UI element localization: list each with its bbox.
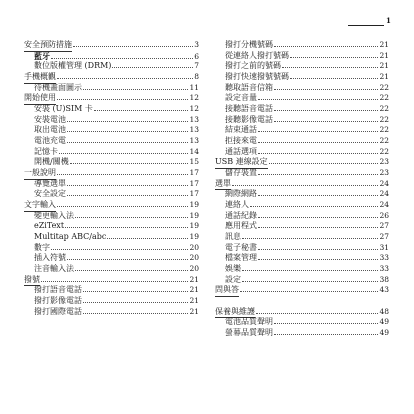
- toc-entry-page-number: 17: [189, 189, 199, 199]
- toc-entry[interactable]: [215, 136, 389, 147]
- toc-entry-title: 聽取語音信箱: [225, 82, 273, 92]
- toc-dot-leader: [240, 291, 378, 292]
- toc-entry[interactable]: [215, 40, 389, 51]
- toc-entry-title: 通話選項: [225, 146, 257, 156]
- toc-entry-title: 撥打之前的號碼: [225, 61, 281, 71]
- toc-entry-title: 撥打國際電話: [34, 306, 82, 316]
- toc-entry-page-number: 27: [379, 232, 389, 242]
- toc-entry[interactable]: [215, 232, 389, 243]
- toc-entry-title: 電池充電: [34, 136, 66, 146]
- toc-dot-leader: [274, 46, 378, 47]
- toc-dot-leader: [232, 185, 378, 186]
- toc-entry[interactable]: [215, 104, 389, 115]
- toc-dot-leader: [67, 259, 188, 260]
- toc-entry-page-number: 21: [189, 296, 199, 306]
- toc-dot-leader: [290, 57, 378, 58]
- toc-entry-title: 數位版權管理 (DRM): [34, 61, 112, 71]
- toc-entry-title: 電池品質聲明: [225, 317, 273, 327]
- toc-entry[interactable]: [24, 243, 199, 254]
- toc-dot-leader: [83, 291, 188, 292]
- toc-entry[interactable]: [24, 264, 199, 275]
- toc-entry[interactable]: [215, 264, 389, 275]
- toc-entry-title: 注音輸入法: [34, 264, 74, 274]
- toc-dot-leader: [258, 217, 378, 218]
- toc-entry-page-number: 19: [189, 200, 199, 210]
- toc-dot-leader: [107, 238, 188, 239]
- toc-dot-leader: [51, 249, 188, 250]
- toc-dot-leader: [70, 163, 189, 164]
- toc-entry[interactable]: [215, 147, 389, 158]
- toc-dot-leader: [274, 110, 378, 111]
- toc-entry-title: 文字輸入: [24, 200, 56, 212]
- toc-entry-title: 變更輸入法: [34, 210, 74, 220]
- toc-entry-page-number: 24: [379, 200, 389, 210]
- toc-entry-title: 儲存裝置: [225, 168, 257, 178]
- toc-entry[interactable]: [24, 147, 199, 158]
- toc-entry[interactable]: [215, 211, 389, 222]
- toc-entry[interactable]: [24, 93, 199, 104]
- toc-entry[interactable]: [215, 189, 389, 200]
- toc-entry-page-number: 11: [189, 82, 199, 92]
- toc-entry-page-number: 12: [189, 104, 199, 114]
- toc-entry-page-number: 22: [379, 125, 389, 135]
- toc-entry[interactable]: [24, 168, 199, 179]
- toc-entry-page-number: 14: [189, 146, 199, 156]
- toc-entry-title: 問與答: [215, 285, 239, 297]
- toc-entry-page-number: 22: [379, 114, 389, 124]
- toc-entry-title: 結束通話: [225, 125, 257, 135]
- toc-dot-leader: [59, 153, 188, 154]
- toc-entry-page-number: 49: [379, 328, 389, 338]
- toc-entry[interactable]: [215, 115, 389, 126]
- toc-entry[interactable]: [215, 168, 389, 179]
- toc-entry-title: 電子秘書: [225, 242, 257, 252]
- toc-entry-title: 手機概觀: [24, 72, 56, 84]
- toc-entry-title: 應用程式: [225, 221, 257, 231]
- toc-dot-leader: [256, 313, 378, 314]
- toc-entry-page-number: 19: [189, 210, 199, 220]
- toc-dot-leader: [75, 217, 188, 218]
- toc-entry[interactable]: [24, 40, 199, 51]
- toc-dot-leader: [258, 195, 378, 196]
- toc-dot-leader: [269, 163, 379, 164]
- toc-entry-page-number: 27: [379, 221, 389, 231]
- toc-dot-leader: [258, 131, 378, 132]
- toc-entry[interactable]: [215, 285, 389, 296]
- toc-dot-leader: [67, 131, 188, 132]
- toc-entry-page-number: 31: [379, 242, 389, 252]
- toc-dot-leader: [112, 67, 193, 68]
- toc-dot-leader: [290, 78, 378, 79]
- toc-entry-page-number: 15: [189, 157, 199, 167]
- toc-entry-title: 插入符號: [34, 253, 66, 263]
- toc-entry-page-number: 20: [189, 253, 199, 263]
- toc-dot-leader: [83, 313, 188, 314]
- toc-entry-page-number: 20: [189, 264, 199, 274]
- toc-entry-title: 選單: [215, 179, 231, 191]
- toc-entry-title: 撥打語音電話: [34, 285, 82, 295]
- toc-entry-title: 網際網路: [225, 189, 257, 199]
- toc-entry-page-number: 21: [379, 40, 389, 49]
- toc-entry-title: 撥號: [24, 275, 40, 287]
- toc-entry[interactable]: [24, 104, 199, 115]
- toc-entry-title: 導覽選單: [34, 178, 66, 188]
- toc-entry-title: 一般說明: [24, 168, 56, 180]
- toc-entry[interactable]: [24, 200, 199, 211]
- toc-entry-title: 取出電池: [34, 125, 66, 135]
- toc-entry-title: 安裝 (U)SIM 卡: [34, 104, 93, 114]
- toc-dot-leader: [75, 270, 188, 271]
- toc-entry[interactable]: [24, 83, 199, 94]
- toc-entry-page-number: 49: [379, 317, 389, 327]
- toc-entry-page-number: 19: [189, 232, 199, 242]
- toc-entry-page-number: 33: [379, 264, 389, 274]
- toc-dot-leader: [242, 281, 378, 282]
- toc-entry-page-number: 22: [379, 93, 389, 103]
- toc-dot-leader: [282, 67, 378, 68]
- toc-dot-leader: [65, 227, 188, 228]
- toc-dot-leader: [51, 58, 193, 59]
- toc-entry[interactable]: [215, 179, 389, 190]
- toc-entry-title: Multitap ABC/abc: [34, 232, 107, 242]
- toc-dot-leader: [67, 195, 188, 196]
- toc-entry-page-number: 21: [189, 306, 199, 316]
- toc-entry-title: 接聽影像電話: [225, 114, 273, 124]
- toc-dot-leader: [41, 281, 188, 282]
- toc-entry-page-number: 22: [379, 136, 389, 146]
- toc-entry[interactable]: [24, 275, 199, 286]
- toc-entry-page-number: 26: [379, 210, 389, 220]
- toc-entry[interactable]: [24, 307, 199, 318]
- toc-entry-page-number: 24: [379, 178, 389, 188]
- toc-entry-page-number: 19: [189, 221, 199, 231]
- toc-entry-page-number: 17: [189, 178, 199, 188]
- toc-entry[interactable]: [215, 243, 389, 254]
- toc-entry-page-number: 22: [379, 146, 389, 156]
- toc-column-left: [24, 40, 199, 317]
- toc-entry[interactable]: [215, 93, 389, 104]
- toc-entry[interactable]: [215, 157, 389, 168]
- toc-entry[interactable]: [215, 317, 389, 328]
- toc-entry-title: 通話紀錄: [225, 210, 257, 220]
- toc-entry-page-number: 20: [189, 242, 199, 252]
- toc-dot-leader: [250, 206, 378, 207]
- toc-entry-page-number: 22: [379, 104, 389, 114]
- toc-dot-leader: [67, 142, 188, 143]
- toc-entry-page-number: 21: [379, 61, 389, 71]
- toc-entry-title: 藍牙: [34, 50, 50, 61]
- toc-entry[interactable]: [215, 83, 389, 94]
- toc-entry[interactable]: [24, 72, 199, 83]
- toc-entry[interactable]: [215, 307, 389, 318]
- toc-entry[interactable]: [24, 253, 199, 264]
- toc-entry[interactable]: [24, 136, 199, 147]
- toc-entry[interactable]: [215, 200, 389, 211]
- toc-entry[interactable]: [24, 221, 199, 232]
- toc-entry[interactable]: [24, 61, 199, 72]
- toc-entry-title: 安裝電池: [34, 114, 66, 124]
- toc-spacer: [215, 296, 389, 307]
- toc-entry-page-number: 3: [194, 40, 199, 49]
- toc-entry[interactable]: [24, 157, 199, 168]
- toc-entry-title: 開機/關機: [34, 157, 69, 167]
- toc-entry[interactable]: [215, 72, 389, 83]
- toc-entry-page-number: 21: [189, 285, 199, 295]
- toc-dot-leader: [242, 270, 378, 271]
- header-rule: [348, 25, 384, 26]
- toc-entry-page-number: 17: [189, 168, 199, 178]
- toc-entry[interactable]: [24, 125, 199, 136]
- toc-entry-page-number: 13: [189, 136, 199, 146]
- toc-entry-title: 安全設定: [34, 189, 66, 199]
- toc-entry-page-number: 22: [379, 82, 389, 92]
- toc-entry-page-number: 48: [379, 306, 389, 316]
- toc-entry-title: 開始使用: [24, 93, 56, 105]
- toc-entry[interactable]: [24, 189, 199, 200]
- toc-column-right: [215, 40, 389, 339]
- toc-entry[interactable]: [24, 179, 199, 190]
- toc-entry-title: 待機畫面圖示: [34, 82, 82, 92]
- toc-entry[interactable]: [24, 115, 199, 126]
- toc-dot-leader: [258, 249, 378, 250]
- toc-entry[interactable]: [24, 232, 199, 243]
- toc-dot-leader: [57, 99, 188, 100]
- toc-entry-title: 保養與維護: [215, 307, 255, 319]
- toc-entry-page-number: 33: [379, 253, 389, 263]
- toc-entry[interactable]: [24, 211, 199, 222]
- toc-entry[interactable]: [24, 285, 199, 296]
- toc-entry-page-number: 13: [189, 114, 199, 124]
- toc-entry-title: 撥打快速撥號號碼: [225, 72, 289, 82]
- toc-entry[interactable]: [215, 51, 389, 62]
- toc-entry-page-number: 23: [379, 157, 389, 167]
- toc-entry-page-number: 21: [379, 72, 389, 82]
- toc-dot-leader: [57, 206, 188, 207]
- toc-entry-title: USB 連線設定: [215, 157, 268, 169]
- toc-dot-leader: [274, 323, 378, 324]
- toc-entry-title: 娛樂: [225, 264, 241, 274]
- page-number: 1: [386, 16, 391, 25]
- toc-entry-title: 撥打影像電話: [34, 296, 82, 306]
- toc-dot-leader: [67, 185, 188, 186]
- toc-entry-title: 螢幕品質聲明: [225, 328, 273, 338]
- toc-entry-page-number: 38: [379, 274, 389, 284]
- toc-entry-title: 記憶卡: [34, 146, 58, 156]
- toc-entry[interactable]: [215, 253, 389, 264]
- toc-entry-title: 接聽語音電話: [225, 104, 273, 114]
- toc-dot-leader: [242, 238, 378, 239]
- toc-entry-page-number: 21: [189, 274, 199, 284]
- toc-entry[interactable]: [215, 125, 389, 136]
- toc-entry[interactable]: [215, 61, 389, 72]
- toc-entry-title: 安全預防措施: [24, 40, 72, 52]
- toc-entry-page-number: 23: [379, 168, 389, 178]
- toc-dot-leader: [57, 78, 193, 79]
- toc-entry-title: 連絡人: [225, 200, 249, 210]
- toc-dot-leader: [274, 121, 378, 122]
- toc-dot-leader: [274, 334, 378, 335]
- toc-dot-leader: [258, 153, 378, 154]
- toc-entry-page-number: 12: [189, 93, 199, 103]
- toc-dot-leader: [73, 46, 193, 47]
- toc-dot-leader: [258, 259, 378, 260]
- toc-dot-leader: [94, 110, 189, 111]
- toc-entry-page-number: 6: [194, 51, 199, 61]
- toc-dot-leader: [258, 227, 378, 228]
- toc-entry[interactable]: [215, 328, 389, 339]
- toc-dot-leader: [258, 142, 378, 143]
- toc-entry-title: 訊息: [225, 232, 241, 242]
- toc-entry-title: 數字: [34, 242, 50, 252]
- toc-dot-leader: [83, 302, 188, 303]
- toc-entry-title: 設定: [225, 274, 241, 284]
- toc-dot-leader: [258, 99, 378, 100]
- toc-entry[interactable]: [24, 51, 199, 62]
- toc-entry-page-number: 43: [379, 285, 389, 295]
- toc-entry-title: 從連絡人撥打號碼: [225, 50, 289, 60]
- toc-entry-page-number: 21: [379, 50, 389, 60]
- toc-dot-leader: [258, 174, 378, 175]
- toc-entry-page-number: 8: [194, 72, 199, 82]
- toc-entry[interactable]: [215, 221, 389, 232]
- toc-entry-title: 檔案管理: [225, 253, 257, 263]
- toc-entry-page-number: 7: [194, 61, 199, 71]
- toc-dot-leader: [57, 174, 188, 175]
- toc-entry-title: eZiText: [34, 221, 65, 231]
- toc-entry-title: 設定音量: [225, 93, 257, 103]
- toc-entry-title: 撥打分機號碼: [225, 40, 273, 49]
- toc-entry[interactable]: [24, 296, 199, 307]
- toc-entry-page-number: 24: [379, 189, 389, 199]
- toc-entry[interactable]: [215, 275, 389, 286]
- toc-entry-page-number: 13: [189, 125, 199, 135]
- toc-entry-title: 拒接來電: [225, 136, 257, 146]
- toc-dot-leader: [83, 89, 188, 90]
- toc-dot-leader: [274, 89, 378, 90]
- toc-dot-leader: [67, 121, 188, 122]
